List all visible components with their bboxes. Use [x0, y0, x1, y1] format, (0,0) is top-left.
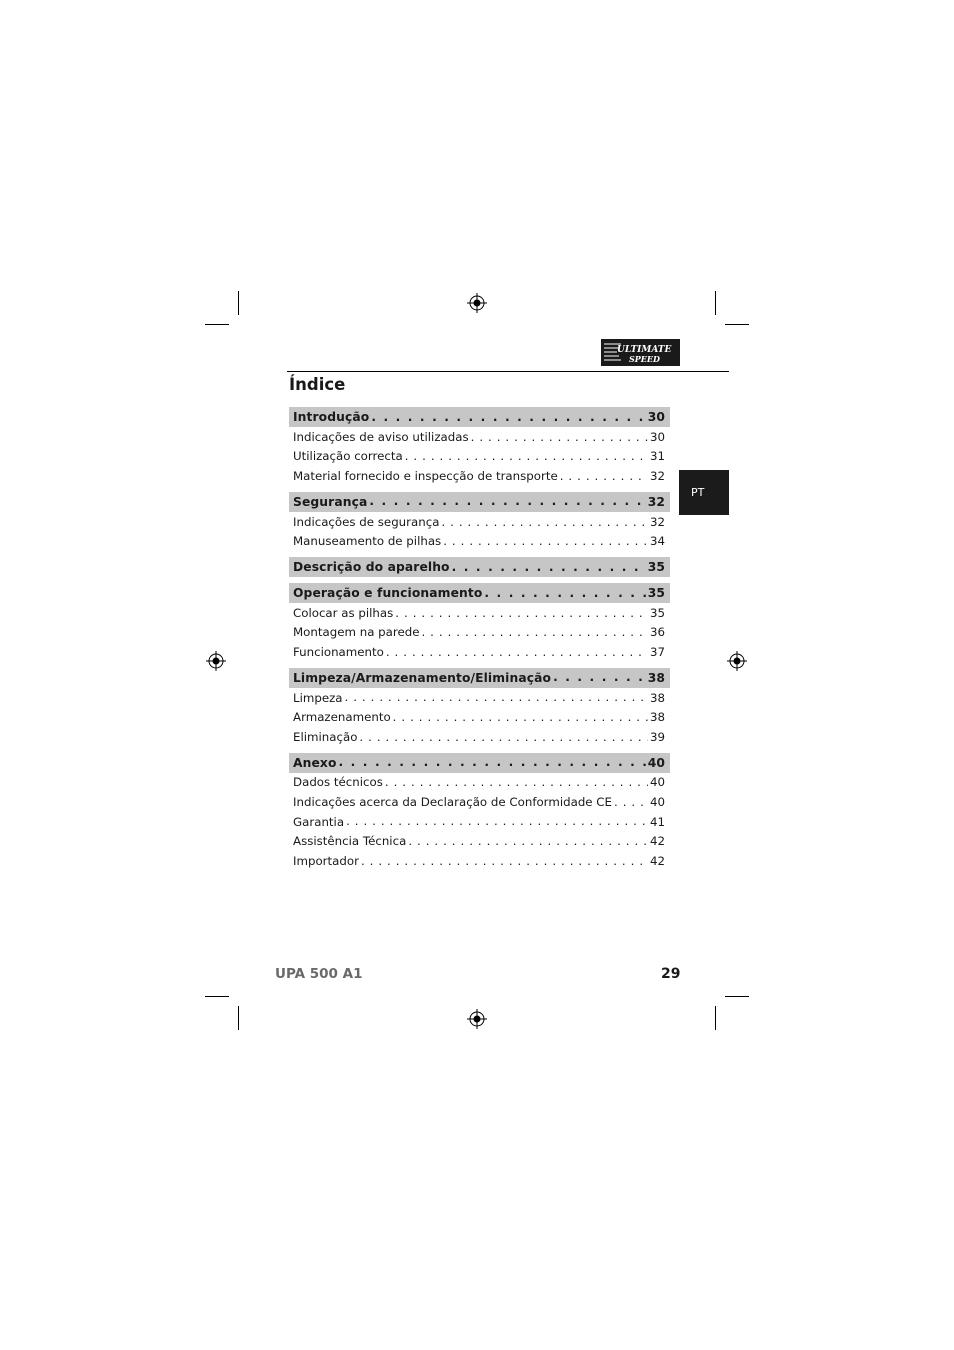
toc-entry-label: Funcionamento — [293, 644, 384, 659]
toc-entry-page: 37 — [649, 644, 665, 659]
toc-entry[interactable] — [289, 427, 670, 447]
toc-section-heading[interactable] — [289, 492, 670, 512]
toc-leader — [553, 670, 646, 685]
footer-model: UPA 500 A1 — [275, 966, 363, 982]
page-title: Índice — [289, 375, 346, 394]
toc-leader — [408, 834, 648, 848]
toc-leader — [405, 449, 648, 463]
logo-text-bottom: SPEED — [629, 354, 660, 364]
toc-section-title: Anexo — [293, 755, 337, 770]
toc-entry-page: 35 — [649, 605, 665, 620]
toc-entry[interactable] — [289, 466, 670, 486]
crop-mark — [715, 1006, 716, 1030]
toc-entry[interactable] — [289, 447, 670, 467]
toc-entry-label: Eliminação — [293, 729, 358, 744]
toc-leader — [369, 494, 645, 509]
toc-leader — [471, 430, 648, 444]
toc-entry-page: 30 — [649, 429, 665, 444]
toc-entry-label: Material fornecido e inspecção de transporte — [293, 468, 558, 483]
toc-entry-label: Importador — [293, 853, 359, 868]
toc-entry-page: 40 — [649, 794, 665, 809]
toc-section — [289, 492, 670, 551]
toc-section-heading[interactable] — [289, 557, 670, 577]
toc-entry-page: 39 — [649, 729, 665, 744]
registration-mark-icon — [467, 1009, 487, 1029]
toc-entry-page: 41 — [649, 814, 665, 829]
language-tab: PT — [679, 470, 729, 515]
registration-mark-icon — [467, 293, 487, 313]
toc-entry-label: Indicações de aviso utilizadas — [293, 429, 469, 444]
toc-leader — [395, 606, 648, 620]
toc-leader — [452, 560, 646, 575]
toc-entry-label: Indicações acerca da Declaração de Conformidade CE — [293, 794, 612, 809]
toc-section-title: Descrição do aparelho — [293, 559, 450, 574]
toc-section-page: 40 — [647, 755, 665, 770]
toc-section-page: 38 — [647, 670, 665, 685]
toc-leader — [443, 534, 648, 548]
toc-leader — [339, 755, 646, 770]
toc-section-title: Operação e funcionamento — [293, 585, 483, 600]
toc-entry-page: 42 — [649, 834, 665, 849]
toc-entry[interactable] — [289, 707, 670, 727]
toc-leader — [359, 730, 648, 744]
toc-entry-page: 32 — [649, 514, 665, 529]
toc-entry-label: Limpeza — [293, 690, 343, 705]
toc-entry-page: 38 — [649, 710, 665, 725]
toc-entry[interactable] — [289, 623, 670, 643]
toc-section-heading[interactable] — [289, 407, 670, 427]
toc-leader — [371, 410, 645, 425]
toc-section-page: 35 — [647, 585, 665, 600]
toc-entry[interactable] — [289, 531, 670, 551]
crop-mark — [238, 291, 239, 315]
toc-entry-label: Dados técnicos — [293, 775, 383, 790]
toc-leader — [346, 814, 648, 828]
toc-section-heading[interactable] — [289, 668, 670, 688]
crop-mark — [205, 996, 229, 997]
toc-entry-page: 42 — [649, 853, 665, 868]
toc-entry-label: Manuseamento de pilhas — [293, 534, 442, 549]
toc-entry-page: 34 — [649, 534, 665, 549]
toc-section — [289, 668, 670, 747]
crop-mark — [205, 324, 229, 325]
ultimate-speed-logo — [601, 339, 680, 366]
toc-entry-label: Montagem na parede — [293, 625, 420, 640]
toc-entry-label: Garantia — [293, 814, 345, 829]
toc-section — [289, 557, 670, 577]
table-of-contents — [289, 407, 670, 877]
page-number: 29 — [661, 966, 681, 982]
toc-entry[interactable] — [289, 512, 670, 532]
toc-leader — [484, 586, 645, 601]
toc-entry[interactable] — [289, 812, 670, 832]
toc-section-heading[interactable] — [289, 753, 670, 773]
toc-entry-page: 32 — [649, 468, 665, 483]
toc-entry[interactable] — [289, 773, 670, 793]
toc-leader — [386, 645, 648, 659]
toc-leader — [361, 854, 648, 868]
toc-section-page: 35 — [647, 559, 665, 574]
toc-entry-page: 36 — [649, 625, 665, 640]
crop-mark — [238, 1006, 239, 1030]
toc-section-title: Introdução — [293, 410, 370, 424]
toc-entry[interactable] — [289, 688, 670, 708]
toc-entry-page: 38 — [649, 690, 665, 705]
toc-entry[interactable] — [289, 603, 670, 623]
toc-entry-page: 31 — [649, 449, 665, 464]
toc-leader — [385, 775, 648, 789]
toc-leader — [345, 690, 648, 704]
toc-leader — [421, 625, 648, 639]
toc-section — [289, 583, 670, 662]
toc-section-page: 32 — [647, 494, 665, 509]
toc-entry[interactable] — [289, 642, 670, 662]
toc-section — [289, 753, 670, 871]
toc-entry-label: Armazenamento — [293, 710, 391, 725]
toc-section — [289, 407, 670, 486]
toc-entry-page: 40 — [649, 775, 665, 790]
logo-text-top: ULTIMATE — [617, 345, 672, 355]
toc-leader — [393, 710, 648, 724]
crop-mark — [725, 996, 749, 997]
toc-leader — [614, 795, 648, 809]
header-rule — [287, 371, 729, 372]
toc-section-title: Segurança — [293, 494, 368, 509]
toc-entry[interactable] — [289, 792, 670, 812]
toc-entry[interactable] — [289, 727, 670, 747]
toc-entry-label: Utilização correcta — [293, 449, 403, 464]
crop-mark — [715, 291, 716, 315]
toc-entry[interactable] — [289, 851, 670, 871]
toc-section-title: Limpeza/Armazenamento/Eliminação — [293, 670, 552, 685]
toc-entry-label: Assistência Técnica — [293, 834, 407, 849]
registration-mark-icon — [206, 651, 226, 671]
registration-mark-icon — [727, 651, 747, 671]
toc-leader — [560, 469, 648, 483]
toc-entry[interactable] — [289, 831, 670, 851]
toc-entry-label: Indicações de segurança — [293, 514, 440, 529]
toc-entry-label: Colocar as pilhas — [293, 605, 394, 620]
toc-leader — [441, 515, 648, 529]
toc-section-heading[interactable] — [289, 583, 670, 603]
crop-mark — [725, 324, 749, 325]
toc-section-page: 30 — [647, 410, 665, 424]
